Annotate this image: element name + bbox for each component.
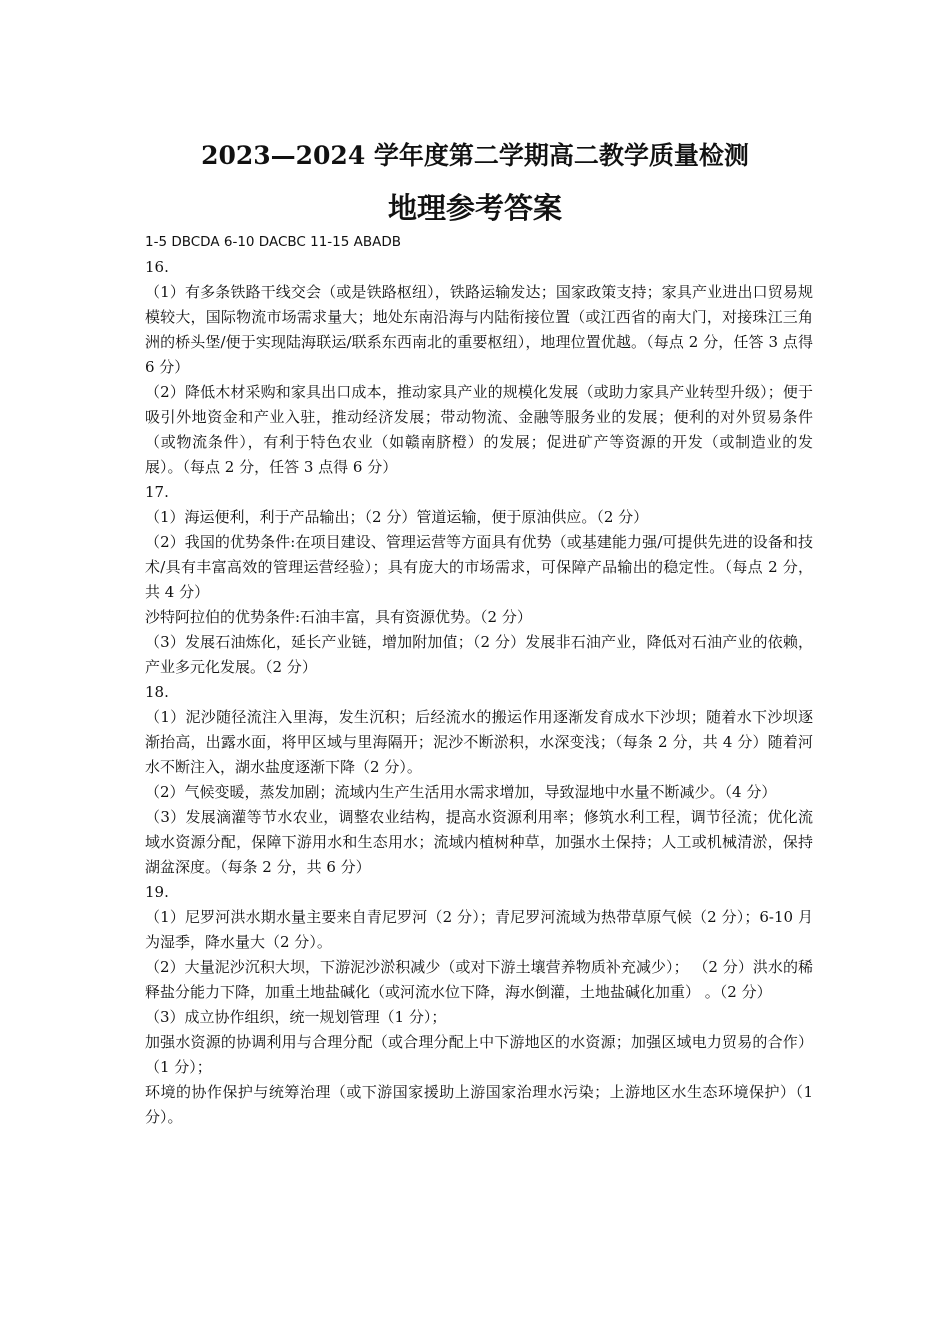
answer-18-2: （2）气候变暖，蒸发加剧；流域内生产生活用水需求增加，导致湿地中水量不断减少。（4 分） [145,783,777,801]
answer-19-3: （3）成立协作组织，统一规划管理（1 分）； [145,1008,447,1026]
answer-17-1: （1）海运便利，利于产品输出；（2 分）管道运输，便于原油供应。（2 分） [145,508,649,526]
answer-body [145,230,813,1130]
answer-16-2: （2）降低木材采购和家具出口成本，推动家具产业的规模化发展（或助力家具产业转型升级）；便于吸引外地资金和产业入驻，推动经济发展；带动物流、金融等服务业的发展；便利的对外贸易条件（或物流条件），有利于特色农业（如赣南脐橙）的发展；促进矿产等资源的开发（或制造业的发展）。（每点 2 分，任答 3 点得 6 分） [145,383,813,476]
document-subtitle: 地理参考答案 [387,191,562,225]
answer-19-3-water: 加强水资源的协调利用与合理分配（或合理分配上中下游地区的水资源；加强区域电力贸易的合作）（1 分）； [145,1033,813,1076]
answer-19-1: （1）尼罗河洪水期水量主要来自青尼罗河（2 分）；青尼罗河流域为热带草原气候（2 分）；6-10 月为湿季，降水量大（2 分）。 [145,908,813,951]
question-number-16: 16. [145,258,169,276]
question-number-17: 17. [145,483,169,501]
question-number-19: 19. [145,883,169,901]
answer-18-3: （3）发展滴灌等节水农业，调整农业结构，提高水资源利用率；修筑水利工程，调节径流；优化流域水资源分配，保障下游用水和生态用水；流域内植树种草，加强水土保持；人工或机械清淤，保持湖盆深度。（每条 2 分，共 6 分） [145,808,813,876]
answer-16-1: （1）有多条铁路干线交会（或是铁路枢纽），铁路运输发达；国家政策支持；家具产业进出口贸易规模较大，国际物流市场需求量大；地处东南沿海与内陆衔接位置（或江西省的南大门，对接珠江三角洲的桥头堡/便于实现陆海联运/联系东西南北的重要枢纽），地理位置优越。（每点 2 分，任答 3 点得 6 分） [145,283,813,376]
answer-17-3: （3）发展石油炼化，延长产业链，增加附加值；（2 分）发展非石油产业，降低对石油产业的依赖，产业多元化发展。（2 分） [145,633,813,676]
question-number-18: 18. [145,683,169,701]
answer-18-1: （1）泥沙随径流注入里海，发生沉积；后经流水的搬运作用逐渐发育成水下沙坝；随着水下沙坝逐渐抬高，出露水面，将甲区域与里海隔开；泥沙不断淤积，水深变浅；（每条 2 分，共 4 分）随着河水不断注入，湖水盐度逐渐下降（2 分）。 [145,708,813,776]
answer-19-3-environment: 环境的协作保护与统筹治理（或下游国家援助上游国家治理水污染；上游地区水生态环境保护）（1 分）。 [145,1083,813,1126]
document-title: 2023—2024 学年度第二学期高二教学质量检测 [201,141,749,170]
answer-19-2: （2）大量泥沙沉积大坝，下游泥沙淤积减少（或对下游土壤营养物质补充减少）； （2 分）洪水的稀释盐分能力下降，加重土地盐碱化（或河流水位下降，海水倒灌，土地盐碱化加重） 。（2 分） [145,958,813,1001]
answer-17-2-saudi: 沙特阿拉伯的优势条件:石油丰富，具有资源优势。（2 分） [145,608,532,626]
multiple-choice-answers: 1-5 DBCDA 6-10 DACBC 11-15 ABADB [145,234,402,250]
answer-17-2: （2）我国的优势条件:在项目建设、管理运营等方面具有优势（或基建能力强/可提供先进的设备和技术/具有丰富高效的管理运营经验）；具有庞大的市场需求，可保障产品输出的稳定性。（每点 2 分，共 4 分） [145,533,813,601]
